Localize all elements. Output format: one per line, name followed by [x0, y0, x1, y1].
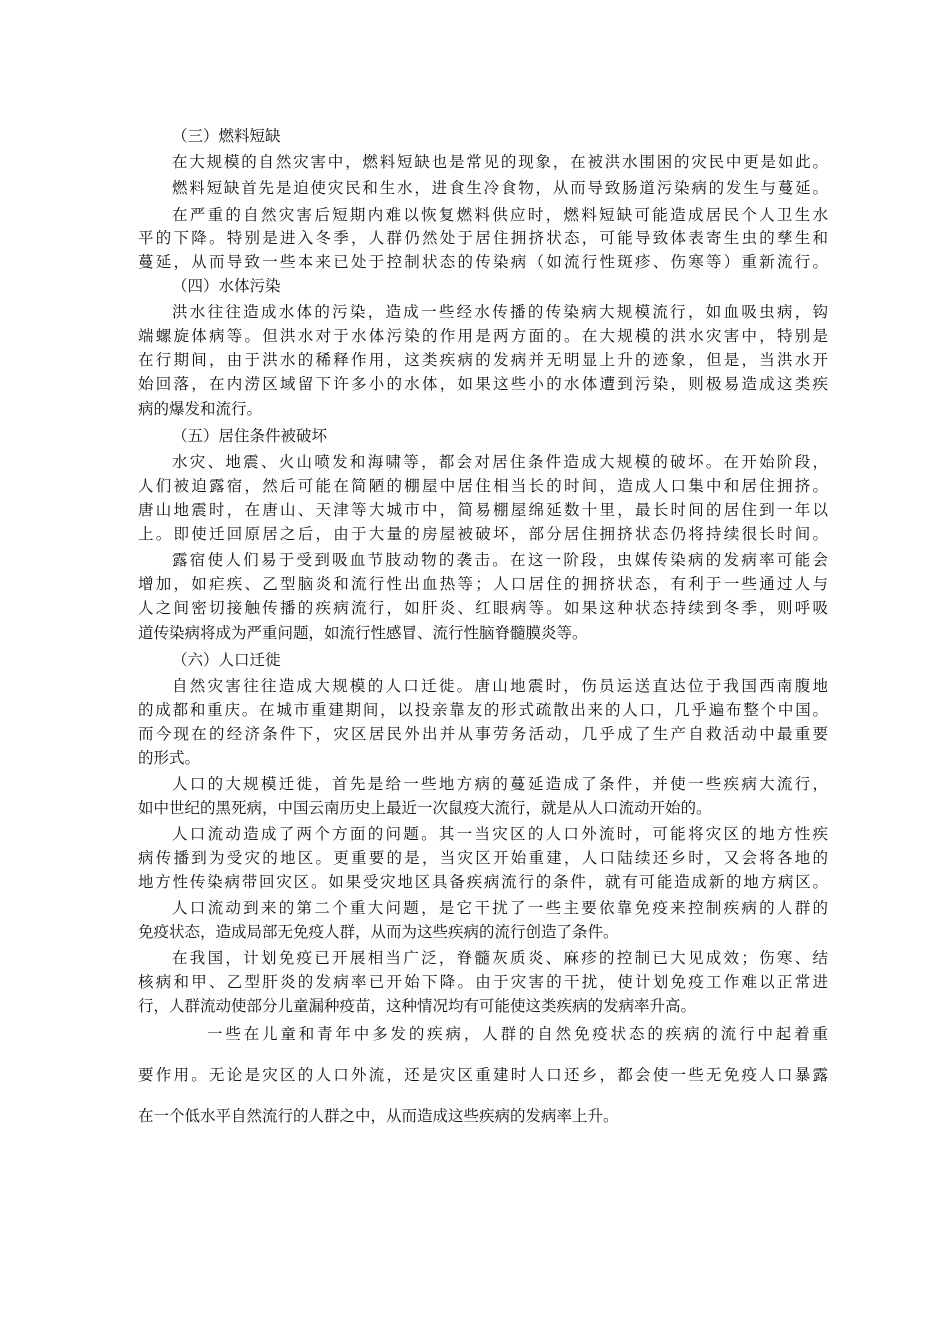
paragraph-line: 唐山地震时，在唐山、天津等大城市中，简易棚屋绵延数十里，最长时间的居住到一年以 — [138, 501, 828, 519]
paragraph-line: 自然灾害往往造成大规模的人口迁徙。唐山地震时，伤员运送直达位于我国西南腹地 — [172, 677, 828, 695]
paragraph-line: 在大规模的自然灾害中，燃料短缺也是常见的现象，在被洪水围困的灾民中更是如此。 — [172, 153, 828, 171]
paragraph-line: 免疫状态，造成局部无免疫人群，从而为这些疾病的流行创造了条件。 — [138, 923, 619, 941]
paragraph-line: 平的下降。特别是进入冬季，人群仍然处于居住拥挤状态，可能导致体表寄生虫的孳生和 — [138, 229, 828, 247]
paragraph-line: 端螺旋体病等。但洪水对于水体污染的作用是两方面的。在大规模的洪水灾害中，特别是 — [138, 327, 828, 345]
paragraph-line: 如中世纪的黑死病，中国云南历史上最近一次鼠疫大流行，就是从人口流动开始的。 — [138, 799, 712, 817]
paragraph-line: 人口的大规模迁徙，首先是给一些地方病的蔓延造成了条件，并使一些疾病大流行， — [172, 775, 828, 793]
section-heading: （四）水体污染 — [172, 277, 281, 295]
paragraph-line: 人们被迫露宿，然后可能在简陋的棚屋中居住相当长的时间，造成人口集中和居住拥挤。 — [138, 477, 828, 495]
paragraph-line: 地方性传染病带回灾区。如果受灾地区具备疾病流行的条件，就有可能造成新的地方病区。 — [138, 873, 828, 891]
paragraph-line: 洪水往往造成水体的污染，造成一些经水传播的传染病大规模流行，如血吸虫病，钩 — [172, 303, 828, 321]
paragraph-line: 病传播到为受灾的地区。更重要的是，当灾区开始重建，人口陆续还乡时，又会将各地的 — [138, 849, 828, 867]
paragraph-line: 的形式。 — [138, 749, 201, 767]
paragraph-line: 增加，如疟疾、乙型脑炎和流行性出血热等；人口居住的拥挤状态，有利于一些通过人与 — [138, 575, 828, 593]
paragraph-line: 水灾、地震、火山喷发和海啸等，都会对居住条件造成大规模的破坏。在开始阶段， — [172, 453, 828, 471]
paragraph-line: 燃料短缺首先是迫使灾民和生水，进食生冷食物，从而导致肠道污染病的发生与蔓延。 — [172, 179, 828, 197]
paragraph-line: 在一个低水平自然流行的人群之中，从而造成这些疾病的发病率上升。 — [138, 1107, 619, 1125]
paragraph-line: 露宿使人们易于受到吸血节肢动物的袭击。在这一阶段，虫媒传染病的发病率可能会 — [172, 551, 828, 569]
paragraph-line: 人口流动到来的第二个重大问题，是它干扰了一些主要依靠免疫来控制疾病的人群的 — [172, 899, 828, 917]
paragraph-line: 人之间密切接触传播的疾病流行，如肝炎、红眼病等。如果这种状态持续到冬季，则呼吸 — [138, 599, 828, 617]
paragraph-line: 核病和甲、乙型肝炎的发病率已开始下降。由于灾害的干扰，使计划免疫工作难以正常进 — [138, 973, 828, 991]
paragraph-line: 在严重的自然灾害后短期内难以恢复燃料供应时，燃料短缺可能造成居民个人卫生水 — [172, 206, 828, 224]
paragraph-line: 病的爆发和流行。 — [138, 400, 263, 418]
paragraph-line: 行，人群流动使部分儿童漏种疫苗，这种情况均有可能使这类疾病的发病率升高。 — [138, 997, 697, 1015]
paragraph-line: 在行期间，由于洪水的稀释作用，这类疾病的发病并无明显上升的迹象，但是，当洪水开 — [138, 351, 828, 369]
paragraph-line: 在我国，计划免疫已开展相当广泛，脊髓灰质炎、麻疹的控制已大见成效；伤寒、结 — [172, 949, 828, 967]
section-heading: （五）居住条件被破坏 — [172, 427, 328, 445]
paragraph-line: 而今现在的经济条件下，灾区居民外出并从事劳务活动，几乎成了生产自救活动中最重要 — [138, 725, 828, 743]
paragraph-line: 的成都和重庆。在城市重建期间，以投亲靠友的形式疏散出来的人口，几乎遍布整个中国。 — [138, 701, 828, 719]
paragraph-line: 一些在儿童和青年中多发的疾病，人群的自然免疫状态的疾病的流行中起着重 — [207, 1025, 828, 1043]
paragraph-line: 道传染病将成为严重问题，如流行性感冒、流行性脑脊髓膜炎等。 — [138, 624, 588, 642]
section-heading: （六）人口迁徙 — [172, 651, 281, 669]
paragraph-line: 人口流动造成了两个方面的问题。其一当灾区的人口外流时，可能将灾区的地方性疾 — [172, 825, 828, 843]
paragraph-line: 蔓延，从而导致一些本来已处于控制状态的传染病（如流行性斑疹、伤寒等）重新流行。 — [138, 253, 828, 271]
section-heading: （三）燃料短缺 — [172, 127, 281, 145]
paragraph-line: 始回落，在内涝区域留下许多小的水体，如果这些小的水体遭到污染，则极易造成这类疾 — [138, 375, 828, 393]
paragraph-line: 上。即使迁回原居之后，由于大量的房屋被破坏，部分居住拥挤状态仍将持续很长时间。 — [138, 525, 828, 543]
paragraph-line: 要作用。无论是灾区的人口外流，还是灾区重建时人口还乡，都会使一些无免疫人口暴露 — [138, 1066, 828, 1084]
